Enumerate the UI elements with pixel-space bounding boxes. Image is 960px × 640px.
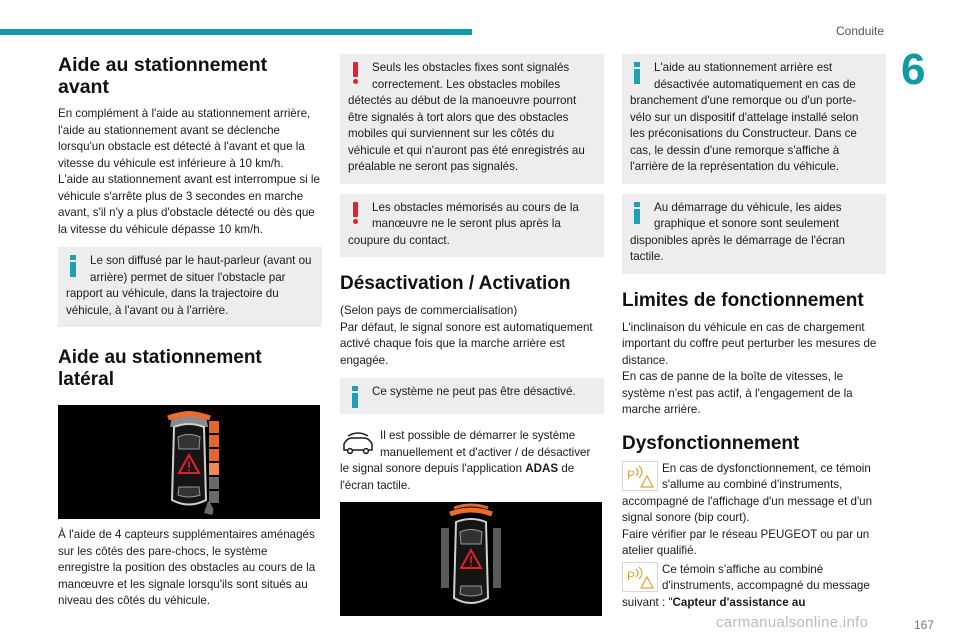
note-text: Ce système ne peut pas être désactivé. bbox=[372, 385, 576, 398]
section-title: Conduite bbox=[836, 24, 885, 38]
svg-text:P: P bbox=[627, 568, 636, 583]
column-2 bbox=[340, 54, 604, 616]
paragraph-text: le signal sonore depuis l'application bbox=[340, 462, 526, 475]
note-text: L'aide au stationnement arrière est désactivée automatiquement en cas de bbox=[654, 61, 856, 91]
paragraph-text: de l'écran tactile. bbox=[340, 462, 575, 492]
note-text: branchement d'une remorque ou d'un porte-vélo sur un dispositif d'attelage installé selon les préconisations du Constructeur. Dans ce cas, le dessin d'une remorque s'affiche à l'arrière de la représentation du véhicule. bbox=[630, 94, 859, 173]
header-accent-bar bbox=[0, 29, 472, 35]
car-sensor-icon bbox=[340, 428, 376, 458]
info-icon bbox=[67, 255, 81, 277]
car-top-view-image bbox=[340, 502, 602, 616]
warning-icon bbox=[349, 202, 363, 224]
paragraph-text: En cas de dysfonctionnement, ce témoin s'allume au combiné d'instruments, bbox=[662, 461, 871, 491]
paragraph-text: accompagné de l'affichage d'un message et d'un signal sonore (bip court). bbox=[622, 494, 873, 524]
info-icon bbox=[631, 62, 645, 84]
warning-note bbox=[340, 194, 604, 258]
heading-front-parking-aid: Aide au stationnement avant bbox=[58, 54, 268, 98]
warning-note bbox=[340, 54, 604, 184]
paragraph: (Selon pays de commercialisation) bbox=[340, 304, 518, 317]
info-icon bbox=[631, 202, 645, 224]
lateral-sensor-illustration bbox=[58, 405, 320, 519]
watermark: carmanualsonline.info bbox=[716, 614, 869, 631]
note-text: disponibles après le démarrage de l'écran tactile. bbox=[630, 233, 845, 263]
warning-lamp-paragraph bbox=[622, 562, 886, 612]
note-text: Le son diffusé par le haut-parleur (avant ou arrière) permet de situer l'obstacle par bbox=[90, 254, 312, 284]
paragraph-text: Ce témoin s'affiche au combiné d'instruments, accompagné du message bbox=[662, 562, 870, 592]
paragraph: En cas de panne de la boîte de vitesses, le système n'est pas actif, à l'engagement de la marche arrière. bbox=[622, 370, 853, 416]
info-icon bbox=[349, 386, 363, 408]
note-text: Seuls les obstacles fixes sont signalés correctement. Les obstacles mobiles bbox=[372, 61, 570, 91]
paragraph-text: Il est possible de démarrer le système manuellement et d'activer / de désactiver bbox=[380, 429, 591, 459]
paragraph: Faire vérifier par le réseau PEUGEOT ou par un atelier qualifié. bbox=[622, 527, 870, 557]
heading-malfunction: Dysfonctionnement bbox=[622, 432, 800, 454]
note-text: détectés au début de la manoeuvre pourront être signalés à tort alors que des obstacles mobiles qui surviennent sur les côtés du véhicule et qui n'auront pas été enregistrés au préalable ne seront pas signalés. bbox=[348, 94, 585, 173]
column-3 bbox=[622, 54, 886, 611]
parking-sensor-warning-icon bbox=[622, 562, 658, 592]
warning-icon bbox=[349, 62, 363, 84]
adas-app-name: ADAS bbox=[525, 462, 559, 475]
parking-sensor-warning-icon bbox=[622, 461, 658, 491]
car-top-view-image bbox=[58, 405, 320, 519]
paragraph: Par défaut, le signal sonore est automatiquement activé chaque fois que la marche arrière est engagée. bbox=[340, 320, 593, 367]
paragraph: À l'aide de 4 capteurs supplémentaires aménagés sur les côtés des pare-chocs, le système enregistre la position des obstacles au cours de la manœuvre et les signale lorsqu'ils sont situés au niveau des côtés du véhicule. bbox=[58, 528, 316, 607]
info-note bbox=[340, 378, 604, 414]
paragraph: En complément à l'aide au stationnement arrière, l'aide au stationnement avant se déclenche lorsqu'un obstacle est détecté à l'avant et que la vitesse du véhicule est inférieure à 10 km/h. bbox=[58, 107, 311, 170]
heading-lateral-parking-aid: Aide au stationnement latéral bbox=[58, 347, 262, 390]
chapter-number: 6 bbox=[901, 45, 926, 94]
info-note bbox=[622, 194, 886, 274]
paragraph-text: suivant : " bbox=[622, 595, 673, 609]
svg-text:P: P bbox=[627, 467, 636, 482]
note-text: coupure du contact. bbox=[348, 233, 450, 247]
info-note bbox=[622, 54, 886, 184]
paragraph: L'inclinaison du véhicule en cas de chargement important du coffre peut perturber les mesures de distance. bbox=[622, 320, 877, 367]
note-text: Au démarrage du véhicule, les aides graphique et sonore sont seulement bbox=[654, 200, 842, 230]
page-number: 167 bbox=[914, 618, 935, 632]
paragraph: L'aide au stationnement avant est interrompue si le véhicule s'arrête plus de 3 secondes en marche avant, s'il n'y a plus d'obstacle détecté ou dès que la vitesse du véhicule dépasse 10 km/h. bbox=[58, 173, 320, 236]
info-note bbox=[58, 247, 322, 327]
malfunction-paragraph bbox=[622, 461, 886, 527]
note-text: rapport au véhicule, dans la trajectoire du véhicule, à l'avant ou à l'arrière. bbox=[66, 287, 279, 317]
column-1 bbox=[58, 54, 322, 610]
heading-deactivation-activation: Désactivation / Activation bbox=[340, 273, 571, 294]
manual-activation-paragraph bbox=[340, 428, 604, 494]
rear-sensor-illustration bbox=[340, 502, 602, 616]
note-text: Les obstacles mémorisés au cours de la manœuvre ne le seront plus après la bbox=[372, 200, 579, 230]
heading-operating-limits: Limites de fonctionnement bbox=[622, 289, 864, 311]
message-text: Capteur d'assistance au bbox=[672, 595, 806, 609]
